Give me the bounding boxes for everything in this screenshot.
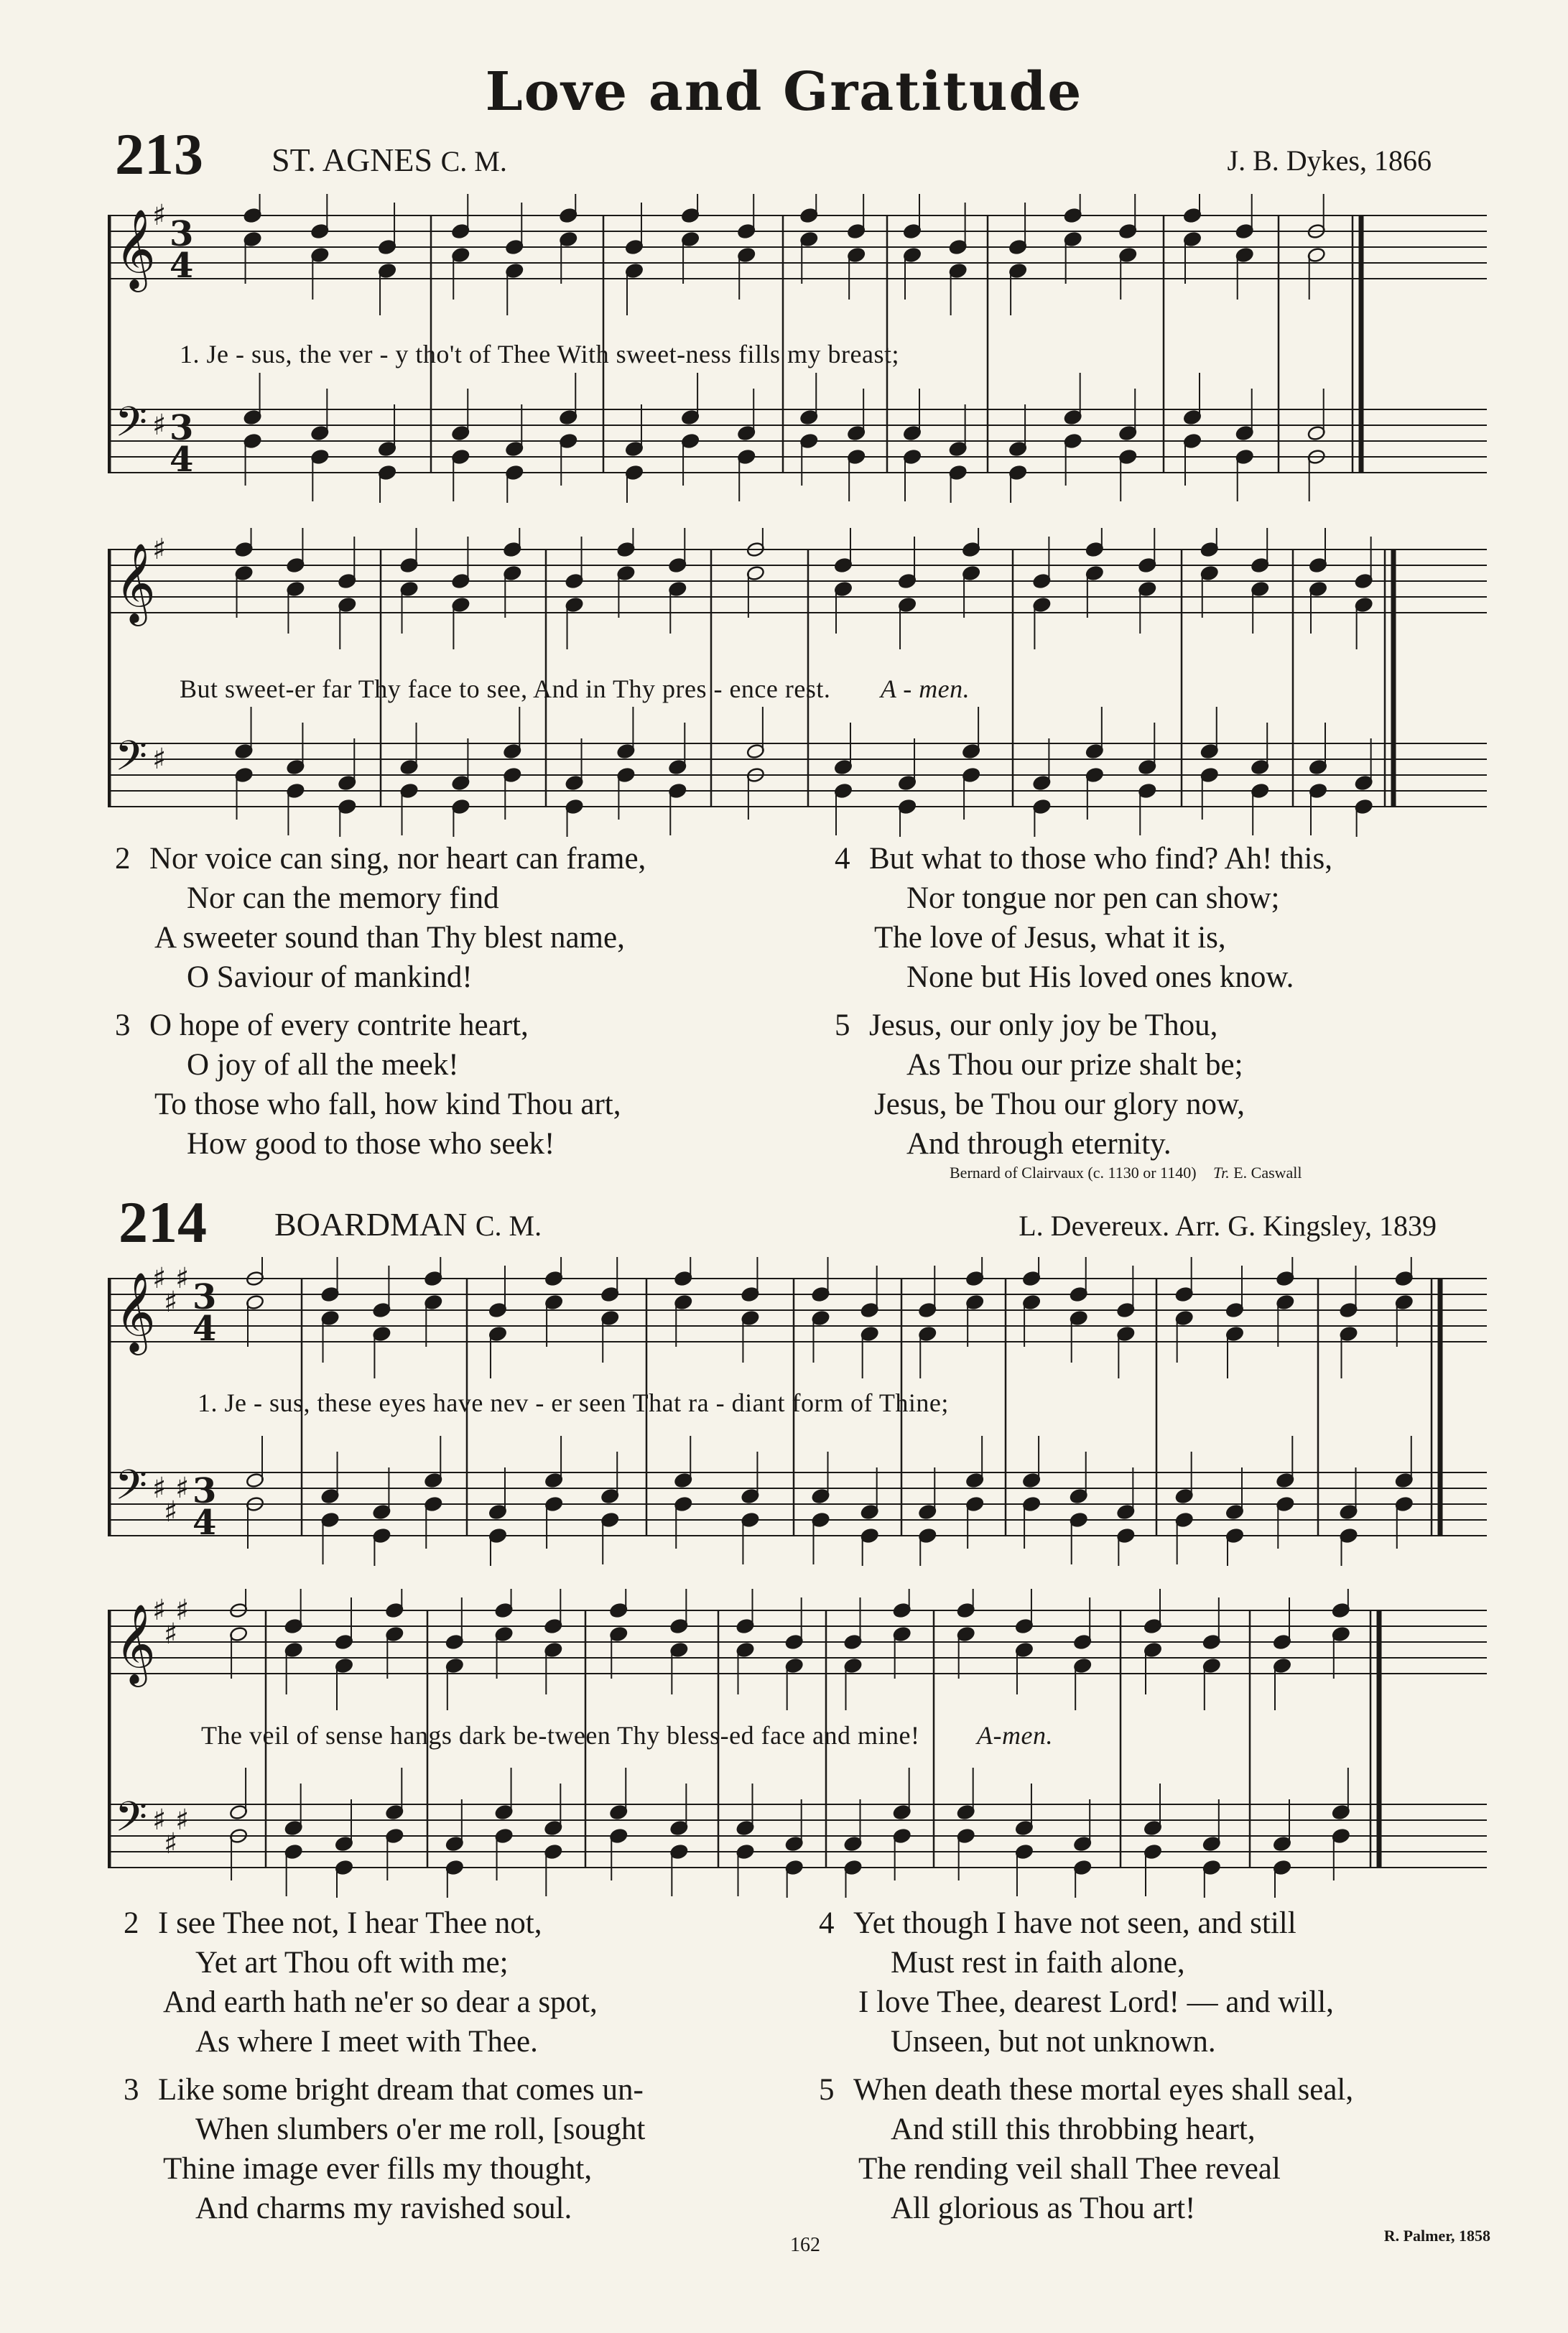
time-signature-top: 3 <box>170 407 194 448</box>
stanza-line: I see Thee not, I hear Thee not, <box>158 1906 542 1940</box>
stanza <box>819 2070 1353 2228</box>
sharp-icon: ♯ <box>152 409 167 442</box>
treble-clef-icon: 𝄞 <box>115 1271 156 1353</box>
page-number: 162 <box>790 2234 820 2256</box>
stanza-line: Jesus, our only joy be Thou, <box>869 1008 1218 1042</box>
stanza-line: The rending veil shall Thee reveal <box>858 2152 1281 2186</box>
stanza-line: But what to those who find? Ah! this, <box>869 842 1332 876</box>
stanza-line: Thine image ever fills my thought, <box>163 2152 593 2186</box>
amen-label: A-men. <box>976 1721 1053 1750</box>
bass-staff <box>108 731 1487 807</box>
lyric-text: The veil of sense hangs dark be-tween Thy bless-ed face and mine! <box>201 1721 920 1750</box>
credit-translator: E. Caswall <box>1233 1164 1302 1182</box>
stanza-line: A sweeter sound than Thy blest name, <box>154 921 625 955</box>
stanza-line: Nor can the memory find <box>187 881 499 915</box>
stanza-number: 3 <box>124 2073 139 2107</box>
treble-clef-icon: 𝄞 <box>115 542 156 623</box>
treble-clef-icon: 𝄞 <box>115 1603 156 1684</box>
hymn-number: 213 <box>115 121 203 187</box>
stanza-line: Yet art Thou oft with me; <box>195 1946 509 1980</box>
treble-clef-icon: 𝄞 <box>115 208 156 289</box>
stanza-line: I love Thee, dearest Lord! — and will, <box>858 1985 1334 2019</box>
bass-clef-icon: 𝄢 <box>115 1792 148 1852</box>
hymn-credit <box>950 1164 1302 1182</box>
bass-clef-icon: 𝄢 <box>115 731 148 791</box>
sharp-icon: ♯ <box>175 1472 190 1506</box>
bass-clef-icon: 𝄢 <box>115 397 148 457</box>
sharp-icon: ♯ <box>164 1618 178 1651</box>
stanza-line: The love of Jesus, what it is, <box>874 921 1226 955</box>
tune-meter: C. M. <box>440 145 507 177</box>
credit-tr: Tr. <box>1213 1164 1230 1182</box>
stanza-line: And charms my ravished soul. <box>195 2191 572 2225</box>
stanza-number: 4 <box>835 842 850 876</box>
stanza-line: And earth hath ne'er so dear a spot, <box>163 1985 598 2019</box>
sharp-icon: ♯ <box>164 1827 178 1861</box>
stanza-line: Nor tongue nor pen can show; <box>906 881 1280 915</box>
stanza-line: None but His loved ones know. <box>906 960 1294 994</box>
hymn-number: 214 <box>119 1189 207 1255</box>
hymn-credit: R. Palmer, 1858 <box>1383 2227 1490 2245</box>
sharp-icon: ♯ <box>175 1804 190 1837</box>
stanza-line: When death these mortal eyes shall seal, <box>853 2073 1354 2107</box>
sharp-icon: ♯ <box>152 1594 167 1628</box>
stanza <box>124 2070 645 2228</box>
stanza <box>835 839 1332 997</box>
stanza-line: Like some bright dream that comes un- <box>158 2073 644 2107</box>
treble-staff <box>108 199 1487 292</box>
tune-title: BOARDMAN <box>274 1206 468 1243</box>
stanza-number: 4 <box>819 1906 835 1940</box>
credit-author: Bernard of Clairvaux (c. 1130 or 1140) <box>950 1164 1197 1182</box>
stanza <box>819 1903 1334 2061</box>
stanza-number: 2 <box>124 1906 139 1940</box>
lyric-line <box>180 674 970 704</box>
stanza-line: Unseen, but not unknown. <box>891 2025 1216 2059</box>
sharp-icon: ♯ <box>152 1804 167 1837</box>
time-signature-top: 3 <box>192 1276 217 1317</box>
stanza-line: Must rest in faith alone, <box>891 1946 1185 1980</box>
stanza <box>835 1006 1245 1164</box>
sharp-icon: ♯ <box>152 1262 167 1296</box>
treble-staff <box>108 533 1487 626</box>
lyric-line: 1. Je - sus, the ver - y tho't of Thee With sweet-ness fills my breast; <box>180 340 900 368</box>
time-signature-bottom: 4 <box>192 1308 217 1349</box>
sharp-icon: ♯ <box>152 533 167 567</box>
sharp-icon: ♯ <box>175 1262 190 1296</box>
stanza-line: As Thou our prize shalt be; <box>906 1048 1243 1082</box>
composer: J. B. Dykes, 1866 <box>1227 144 1432 177</box>
stanza-line: When slumbers o'er me roll, [sought <box>195 2112 646 2146</box>
stanza <box>115 1006 621 1164</box>
stanza <box>124 1903 598 2061</box>
sharp-icon: ♯ <box>175 1594 190 1628</box>
section-title: Love and Gratitude <box>485 61 1083 123</box>
time-signature-bottom: 4 <box>170 439 194 480</box>
stanza-line: And through eternity. <box>906 1127 1172 1161</box>
lyric-line <box>201 1720 1053 1750</box>
stanza-number: 5 <box>819 2073 835 2107</box>
lyric-line: 1. Je - sus, these eyes have nev - er seen That ra - diant form of Thine; <box>198 1388 949 1417</box>
time-signature-bottom: 4 <box>170 245 194 286</box>
stanza-number: 2 <box>115 842 131 876</box>
stanza-line: And still this throbbing heart, <box>891 2112 1256 2146</box>
stanza-line: As where I meet with Thee. <box>195 2025 538 2059</box>
stanza-line: O hope of every contrite heart, <box>149 1008 529 1042</box>
time-signature-top: 3 <box>192 1470 217 1511</box>
composer: L. Devereux. Arr. G. Kingsley, 1839 <box>1019 1210 1437 1242</box>
time-signature-bottom: 4 <box>192 1502 217 1543</box>
stanza <box>115 839 646 997</box>
tune-name <box>272 141 507 179</box>
stanza-line: O joy of all the meek! <box>187 1048 459 1082</box>
time-signature-top: 3 <box>170 213 194 254</box>
tune-title: ST. AGNES <box>272 142 433 178</box>
stanza-line: Jesus, be Thou our glory now, <box>874 1087 1245 1121</box>
sharp-icon: ♯ <box>152 1472 167 1506</box>
bass-staff <box>108 1792 1487 1868</box>
stanza-line: O Saviour of mankind! <box>187 960 473 994</box>
amen-label: A - men. <box>880 674 970 703</box>
sharp-icon: ♯ <box>152 743 167 776</box>
stanza-number: 3 <box>115 1008 131 1042</box>
stanza-line: Yet though I have not seen, and still <box>853 1906 1296 1940</box>
lyric-text: But sweet-er far Thy face to see, And in Thy pres - ence rest. <box>180 674 831 703</box>
sharp-icon: ♯ <box>164 1286 178 1319</box>
stanza-line: All glorious as Thou art! <box>891 2191 1196 2225</box>
tune-meter: C. M. <box>475 1210 542 1242</box>
stanza-number: 5 <box>835 1008 850 1042</box>
stanza-line: To those who fall, how kind Thou art, <box>154 1087 621 1121</box>
tune-name <box>274 1205 542 1243</box>
bass-clef-icon: 𝄢 <box>115 1460 148 1520</box>
stanza-line: Nor voice can sing, nor heart can frame, <box>149 842 646 876</box>
sharp-icon: ♯ <box>164 1495 178 1529</box>
stanza-line: How good to those who seek! <box>187 1127 555 1161</box>
sharp-icon: ♯ <box>152 199 167 233</box>
